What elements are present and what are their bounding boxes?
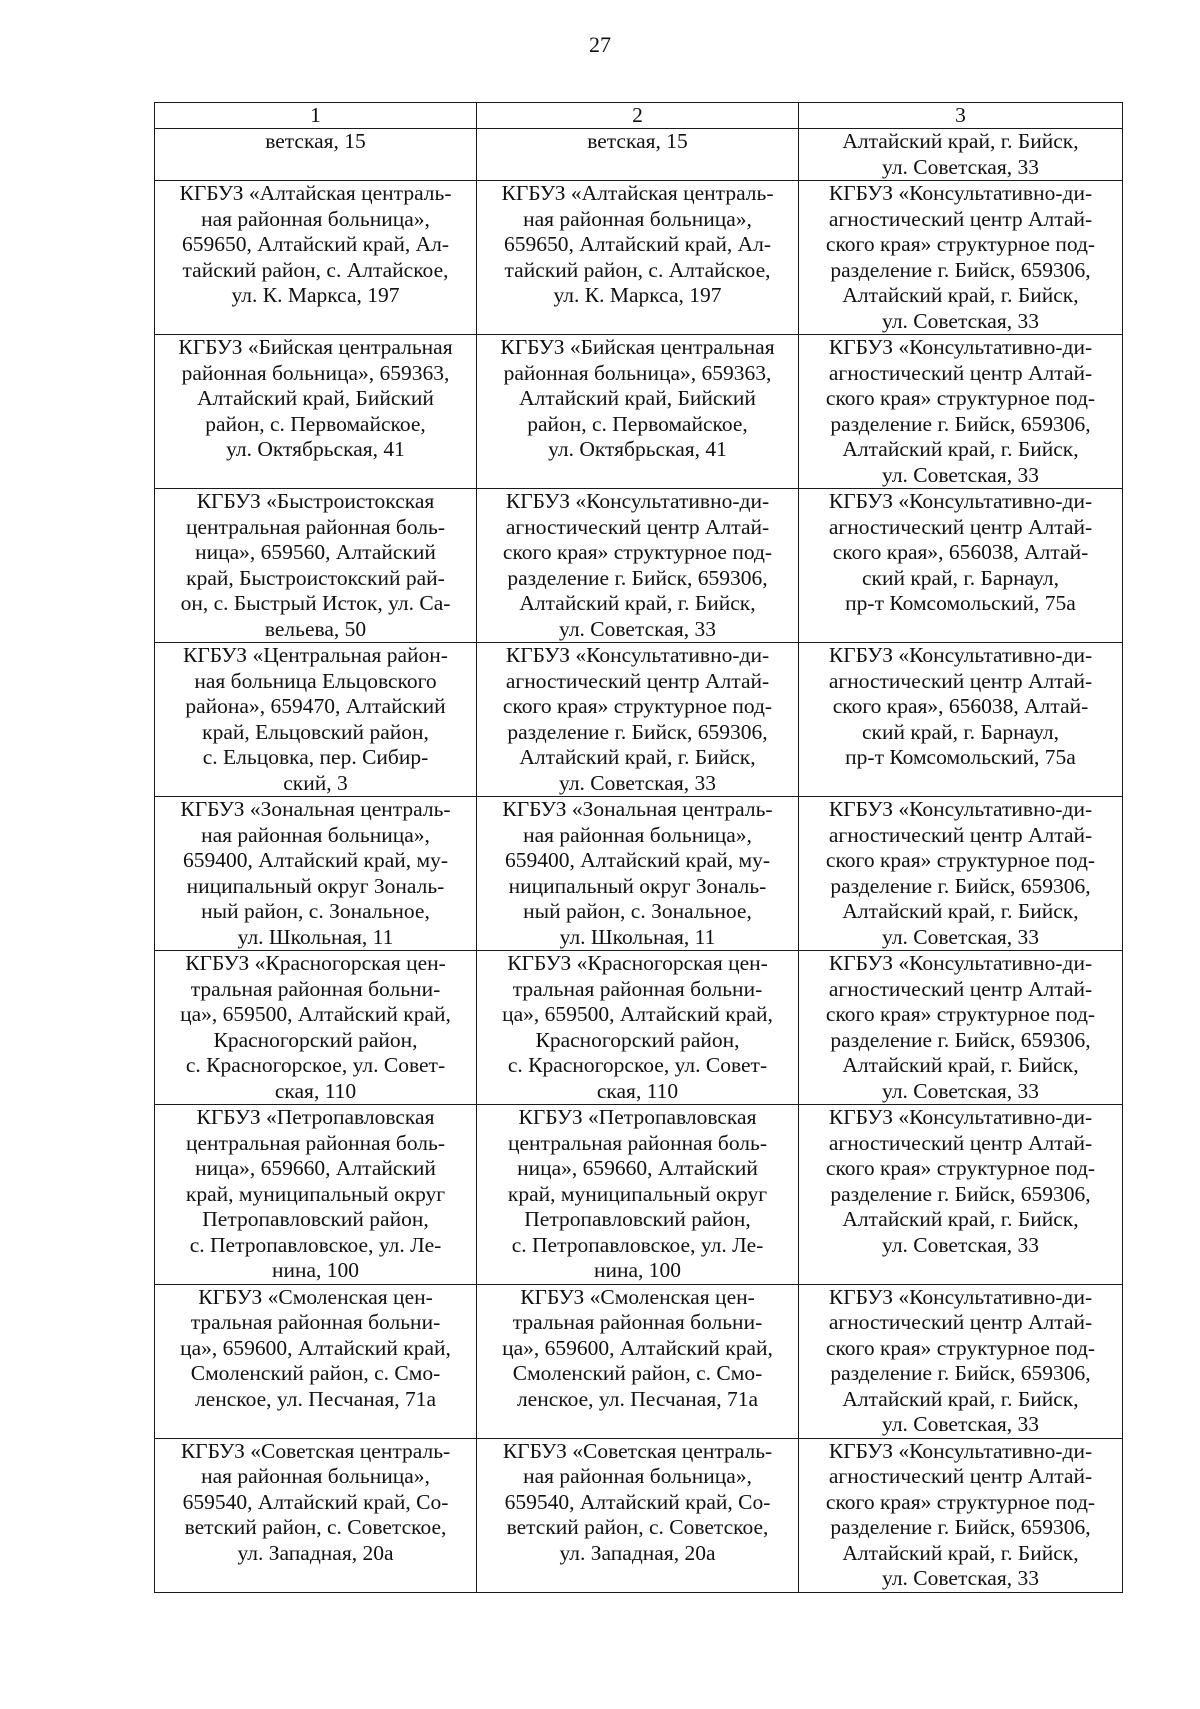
table-cell-col-1 <box>155 335 477 489</box>
cell-text-line: ца», 659600, Алтайский край, <box>502 1335 773 1360</box>
cell-text-line: КГБУЗ «Центральная район- <box>183 643 448 667</box>
cell-text-line: ул. Октябрьская, 41 <box>226 437 405 461</box>
cell-text-line: Алтайский край, г. Бийск, <box>842 283 1079 307</box>
table-row <box>155 797 1123 951</box>
table-cell-col-1 <box>155 181 477 335</box>
cell-text-line: Алтайский край, Бийский <box>519 386 756 410</box>
cell-text-line: Алтайский край, г. Бийск, <box>842 899 1079 923</box>
cell-text-line: край, Ельцовский район, <box>202 719 429 744</box>
cell-text-line: Красногорский район, <box>535 1027 740 1052</box>
cell-text-line: ветская, 15 <box>587 129 688 153</box>
cell-text-line: ул. Советская, 33 <box>559 616 716 641</box>
cell-text-line: КГБУЗ «Консультативно-ди- <box>828 1105 1093 1129</box>
cell-text-line: ветский район, с. Советское, <box>506 1515 769 1539</box>
cell-text-line: 659650, Алтайский край, Ал- <box>504 232 771 256</box>
cell-text-line: КГБУЗ «Консультативно-ди- <box>828 643 1093 667</box>
cell-text-line: разделение г. Бийск, 659306, <box>830 1181 1091 1206</box>
cell-text-line: ул. Западная, 20а <box>237 1540 394 1565</box>
cell-text-line: агностический центр Алтай- <box>828 514 1093 539</box>
cell-text-line: ского края» структурное под- <box>825 232 1096 256</box>
cell-text-line: ул. Советская, 33 <box>882 924 1039 949</box>
cell-text-line: агностический центр Алтай- <box>505 668 770 693</box>
table-cell-col-3 <box>799 335 1123 489</box>
cell-text-line: с. Петропавловское, ул. Ле- <box>189 1232 442 1257</box>
cell-text-line: 659400, Алтайский край, му- <box>504 848 771 872</box>
cell-text-line: центральная районная боль- <box>507 1130 767 1155</box>
cell-text-line: ул. Советская, 33 <box>882 1078 1039 1103</box>
table-cell-col-2 <box>477 335 799 489</box>
cell-text-line: 659540, Алтайский край, Со- <box>504 1489 771 1514</box>
cell-text-line: разделение г. Бийск, 659306, <box>830 873 1091 898</box>
table-cell-col-3 <box>799 951 1123 1105</box>
cell-text-line: КГБУЗ «Консультативно-ди- <box>828 335 1093 359</box>
cell-text-line: агностический центр Алтай- <box>828 1130 1093 1155</box>
table-row <box>155 129 1123 181</box>
cell-text-line: ского края» структурное под- <box>825 848 1096 872</box>
cell-text-line: пр-т Комсомольский, 75а <box>845 591 1076 615</box>
table-cell-col-1 <box>155 797 477 951</box>
cell-text-line: ниципальный округ Зональ- <box>508 873 767 898</box>
cell-text-line: агностический центр Алтай- <box>828 1310 1093 1334</box>
cell-text-line: тральная районная больни- <box>512 1310 763 1334</box>
cell-text-line: КГБУЗ «Смоленская цен- <box>520 1284 755 1309</box>
cell-text-line: Алтайский край, г. Бийск, <box>519 591 756 615</box>
cell-text-line: Петропавловский район, <box>524 1207 751 1231</box>
cell-text-line: КГБУЗ «Консультативно-ди- <box>505 489 770 513</box>
table-cell-col-3 <box>799 1105 1123 1285</box>
cell-text-line: КГБУЗ «Бийская центральная <box>500 335 775 359</box>
cell-text-line: ского края» структурное под- <box>825 386 1096 410</box>
cell-text-line: ца», 659600, Алтайский край, <box>180 1335 451 1360</box>
cell-text-line: тральная районная больни- <box>190 976 441 1001</box>
cell-text-line: Алтайский край, г. Бийск, <box>519 745 756 769</box>
cell-text-line: КГБУЗ «Зональная централь- <box>502 797 773 821</box>
cell-text-line: нина, 100 <box>271 1258 360 1282</box>
table-cell-col-1 <box>155 1438 477 1592</box>
cell-text-line: Алтайский край, г. Бийск, <box>842 1540 1079 1565</box>
cell-text-line: ветский район, с. Советское, <box>184 1515 447 1539</box>
cell-text-line: ского края» структурное под- <box>825 1002 1096 1026</box>
cell-text-line: КГБУЗ «Смоленская цен- <box>198 1284 433 1309</box>
column-header-3: 3 <box>799 103 1123 129</box>
cell-text-line: КГБУЗ «Красногорская цен- <box>185 951 446 975</box>
cell-text-line: край, муниципальный округ <box>507 1181 768 1206</box>
cell-text-line: ная районная больница», <box>523 822 752 847</box>
cell-text-line: ница», 659660, Алтайский <box>517 1156 758 1180</box>
cell-text-line: КГБУЗ «Алтайская централь- <box>179 181 452 205</box>
cell-text-line: ул. Советская, 33 <box>882 1232 1039 1257</box>
cell-text-line: 659540, Алтайский край, Со- <box>182 1489 449 1514</box>
table-cell-col-3 <box>799 129 1123 181</box>
cell-text-line: край, Быстроистокский рай- <box>186 565 445 590</box>
column-header-1: 1 <box>155 103 477 129</box>
cell-text-line: район, с. Первомайское, <box>527 411 748 436</box>
cell-text-line: ского края» структурное под- <box>502 694 773 718</box>
cell-text-line: центральная районная боль- <box>185 1130 445 1155</box>
cell-text-line: КГБУЗ «Консультативно-ди- <box>828 797 1093 821</box>
cell-text-line: с. Петропавловское, ул. Ле- <box>511 1232 764 1257</box>
cell-text-line: Красногорский район, <box>213 1027 418 1052</box>
cell-text-line: ул. Советская, 33 <box>882 308 1039 333</box>
cell-text-line: ская, 110 <box>596 1078 679 1103</box>
cell-text-line: Смоленский район, с. Смо- <box>190 1361 441 1385</box>
cell-text-line: ский, 3 <box>283 770 348 795</box>
cell-text-line: Алтайский край, г. Бийск, <box>842 1207 1079 1231</box>
cell-text-line: с. Красногорское, ул. Совет- <box>185 1053 446 1077</box>
cell-text-line: с. Ельцовка, пер. Сибир- <box>202 745 429 769</box>
cell-text-line: ный район, с. Зональное, <box>201 899 430 923</box>
cell-text-line: Петропавловский район, <box>202 1207 429 1231</box>
cell-text-line: ского края», 656038, Алтай- <box>832 694 1089 718</box>
cell-text-line: района», 659470, Алтайский <box>185 694 446 718</box>
table-body <box>155 129 1123 1593</box>
cell-text-line: ул. К. Маркса, 197 <box>553 283 722 307</box>
cell-text-line: 659400, Алтайский край, му- <box>182 848 449 872</box>
cell-text-line: Алтайский край, Бийский <box>197 386 434 410</box>
cell-text-line: ского края» структурное под- <box>825 1156 1096 1180</box>
cell-text-line: разделение г. Бийск, 659306, <box>830 1027 1091 1052</box>
cell-text-line: ул. Советская, 33 <box>882 154 1039 179</box>
cell-text-line: ная районная больница», <box>201 206 430 231</box>
cell-text-line: разделение г. Бийск, 659306, <box>507 719 768 744</box>
cell-text-line: районная больница», 659363, <box>503 360 772 385</box>
cell-text-line: 659650, Алтайский край, Ал- <box>182 232 449 256</box>
table-cell-col-2 <box>477 489 799 643</box>
cell-text-line: агностический центр Алтай- <box>505 514 770 539</box>
cell-text-line: КГБУЗ «Консультативно-ди- <box>828 1438 1093 1463</box>
cell-text-line: ул. Советская, 33 <box>882 1566 1039 1590</box>
cell-text-line: разделение г. Бийск, 659306, <box>830 1361 1091 1385</box>
cell-text-line: разделение г. Бийск, 659306, <box>830 1515 1091 1539</box>
cell-text-line: ница», 659660, Алтайский <box>195 1156 436 1180</box>
cell-text-line: ветская, 15 <box>265 129 366 153</box>
cell-text-line: ная районная больница», <box>201 822 430 847</box>
column-header-2: 2 <box>477 103 799 129</box>
table-cell-col-1 <box>155 1105 477 1285</box>
cell-text-line: КГБУЗ «Консультативно-ди- <box>505 643 770 667</box>
cell-text-line: ленское, ул. Песчаная, 71а <box>516 1386 759 1411</box>
table-cell-col-1 <box>155 489 477 643</box>
cell-text-line: КГБУЗ «Консультативно-ди- <box>828 489 1093 513</box>
cell-text-line: КГБУЗ «Советская централь- <box>180 1438 451 1463</box>
cell-text-line: ул. Советская, 33 <box>882 462 1039 487</box>
table-cell-col-3 <box>799 181 1123 335</box>
cell-text-line: ул. Советская, 33 <box>882 1412 1039 1436</box>
cell-text-line: Смоленский район, с. Смо- <box>512 1361 763 1385</box>
table-cell-col-2 <box>477 951 799 1105</box>
cell-text-line: ленское, ул. Песчаная, 71а <box>194 1386 437 1411</box>
cell-text-line: ная районная больница», <box>523 206 752 231</box>
table-cell-col-2 <box>477 1105 799 1285</box>
cell-text-line: ул. Школьная, 11 <box>559 924 716 949</box>
table-row <box>155 181 1123 335</box>
table-cell-col-3 <box>799 643 1123 797</box>
cell-text-line: агностический центр Алтай- <box>828 822 1093 847</box>
cell-text-line: с. Красногорское, ул. Совет- <box>507 1053 768 1077</box>
cell-text-line: ница», 659560, Алтайский <box>195 540 436 564</box>
table-row <box>155 1105 1123 1285</box>
cell-text-line: ская, 110 <box>274 1078 357 1103</box>
cell-text-line: разделение г. Бийск, 659306, <box>830 411 1091 436</box>
table-row <box>155 1438 1123 1592</box>
cell-text-line: ул. Школьная, 11 <box>237 924 394 949</box>
cell-text-line: тральная районная больни- <box>512 976 763 1001</box>
cell-text-line: КГБУЗ «Петропавловская <box>518 1105 757 1129</box>
table-row <box>155 951 1123 1105</box>
cell-text-line: ул. Советская, 33 <box>559 770 716 795</box>
cell-text-line: КГБУЗ «Петропавловская <box>196 1105 435 1129</box>
cell-text-line: центральная районная боль- <box>185 514 445 539</box>
cell-text-line: ца», 659500, Алтайский край, <box>180 1002 451 1026</box>
table-cell-col-2 <box>477 1284 799 1438</box>
cell-text-line: районная больница», 659363, <box>181 360 450 385</box>
cell-text-line: край, муниципальный округ <box>185 1181 446 1206</box>
table-cell-col-2 <box>477 797 799 951</box>
cell-text-line: Алтайский край, г. Бийск, <box>842 1386 1079 1411</box>
page-number: 27 <box>589 32 611 57</box>
table-cell-col-3 <box>799 489 1123 643</box>
table-cell-col-2 <box>477 181 799 335</box>
cell-text-line: ского края» структурное под- <box>502 540 773 564</box>
cell-text-line: агностический центр Алтай- <box>828 668 1093 693</box>
cell-text-line: ул. К. Маркса, 197 <box>231 283 400 307</box>
table-cell-col-1 <box>155 129 477 181</box>
cell-text-line: КГБУЗ «Быстроистокская <box>196 489 435 513</box>
cell-text-line: тайский район, с. Алтайское, <box>182 257 449 282</box>
cell-text-line: он, с. Быстрый Исток, ул. Са- <box>180 591 451 615</box>
cell-text-line: агностический центр Алтай- <box>828 1464 1093 1488</box>
cell-text-line: ный район, с. Зональное, <box>523 899 752 923</box>
cell-text-line: КГБУЗ «Алтайская централь- <box>501 181 774 205</box>
table-row <box>155 335 1123 489</box>
table-cell-col-3 <box>799 797 1123 951</box>
cell-text-line: ского края», 656038, Алтай- <box>832 540 1089 564</box>
cell-text-line: ул. Октябрьская, 41 <box>548 437 727 461</box>
table-cell-col-2 <box>477 1438 799 1592</box>
cell-text-line: пр-т Комсомольский, 75а <box>845 745 1076 769</box>
cell-text-line: тайский район, с. Алтайское, <box>504 257 771 282</box>
cell-text-line: разделение г. Бийск, 659306, <box>830 257 1091 282</box>
cell-text-line: ца», 659500, Алтайский край, <box>502 1002 773 1026</box>
cell-text-line: КГБУЗ «Зональная централь- <box>180 797 451 821</box>
table-cell-col-3 <box>799 1438 1123 1592</box>
cell-text-line: нина, 100 <box>593 1258 682 1282</box>
table-cell-col-1 <box>155 643 477 797</box>
cell-text-line: КГБУЗ «Советская централь- <box>502 1438 773 1463</box>
table-row <box>155 643 1123 797</box>
table-cell-col-1 <box>155 951 477 1105</box>
cell-text-line: район, с. Первомайское, <box>205 411 426 436</box>
cell-text-line: разделение г. Бийск, 659306, <box>507 565 768 590</box>
table-row <box>155 489 1123 643</box>
cell-text-line: КГБУЗ «Бийская центральная <box>178 335 453 359</box>
institutions-table <box>154 102 1123 1593</box>
table-cell-col-1 <box>155 1284 477 1438</box>
cell-text-line: Алтайский край, г. Бийск, <box>842 1053 1079 1077</box>
cell-text-line: ная районная больница», <box>523 1464 752 1488</box>
table-cell-col-3 <box>799 1284 1123 1438</box>
cell-text-line: КГБУЗ «Консультативно-ди- <box>828 1284 1093 1309</box>
cell-text-line: КГБУЗ «Консультативно-ди- <box>828 951 1093 975</box>
cell-text-line: ная больница Ельцовского <box>194 668 437 693</box>
cell-text-line: вельева, 50 <box>264 616 367 641</box>
cell-text-line: КГБУЗ «Консультативно-ди- <box>828 181 1093 205</box>
cell-text-line: ского края» структурное под- <box>825 1335 1096 1360</box>
cell-text-line: агностический центр Алтай- <box>828 976 1093 1001</box>
table-row <box>155 1284 1123 1438</box>
table-cell-col-2 <box>477 129 799 181</box>
cell-text-line: агностический центр Алтай- <box>828 360 1093 385</box>
cell-text-line: ул. Западная, 20а <box>559 1540 716 1565</box>
cell-text-line: тральная районная больни- <box>190 1310 441 1334</box>
table-header-row <box>155 103 1123 129</box>
cell-text-line: Алтайский край, г. Бийск, <box>842 437 1079 461</box>
cell-text-line: ная районная больница», <box>201 1464 430 1488</box>
cell-text-line: Алтайский край, г. Бийск, <box>842 129 1079 153</box>
cell-text-line: ниципальный округ Зональ- <box>186 873 445 898</box>
table-cell-col-2 <box>477 643 799 797</box>
cell-text-line: ский край, г. Барнаул, <box>861 565 1060 590</box>
cell-text-line: ский край, г. Барнаул, <box>861 719 1060 744</box>
cell-text-line: агностический центр Алтай- <box>828 206 1093 231</box>
cell-text-line: ского края» структурное под- <box>825 1489 1096 1514</box>
cell-text-line: КГБУЗ «Красногорская цен- <box>507 951 768 975</box>
